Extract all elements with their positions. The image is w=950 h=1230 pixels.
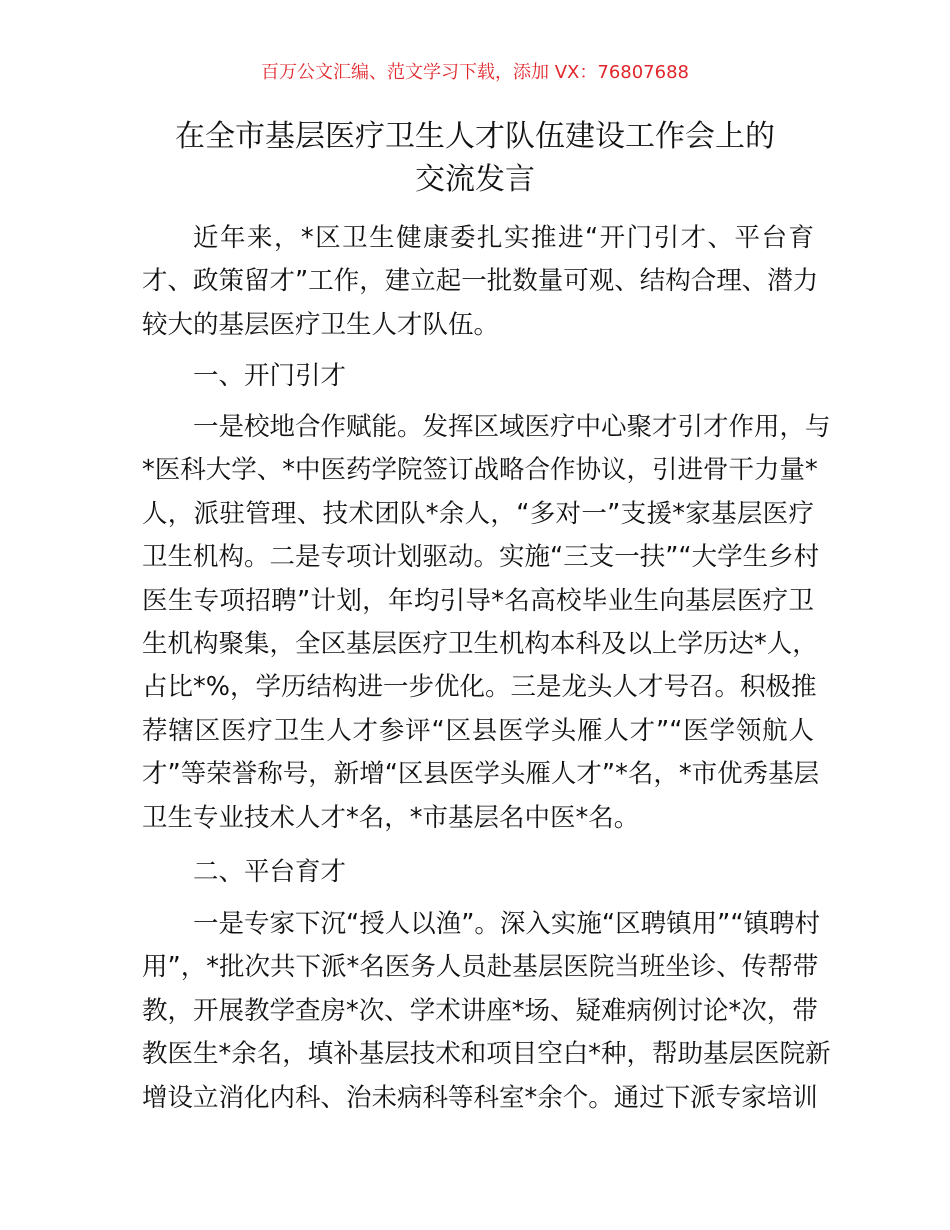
text-line: 荐辖区医疗卫生人才参评“区县医学头雁人才”“医学领航人 bbox=[142, 715, 814, 746]
paragraph-recruit bbox=[142, 406, 831, 840]
text-line: 教，开展教学查房*次、学术讲座*场、疑难病例讨论*次，带 bbox=[142, 995, 818, 1026]
text-line: 才”等荣誉称号，新增“区县医学头雁人才”*名，*市优秀基层 bbox=[142, 759, 820, 790]
text-line: 一是专家下沉“授人以渔”。深入实施“区聘镇用”“镇聘村 bbox=[193, 909, 821, 939]
text-line: 医生专项招聘”计划，年均引导*名高校毕业生向基层医疗卫 bbox=[142, 585, 814, 616]
heading-text: 二、平台育才 bbox=[193, 857, 347, 887]
text-line: 生机构聚集，全区基层医疗卫生机构本科及以上学历达*人， bbox=[142, 628, 818, 659]
paragraph-platform bbox=[142, 903, 831, 1120]
section-heading-2 bbox=[142, 851, 814, 894]
title-line: 交流发言 bbox=[415, 162, 535, 197]
text-line: 一是校地合作赋能。发挥区域医疗中心聚才引才作用，与 bbox=[193, 412, 831, 442]
watermark-banner: 百万公文汇编、范文学习下载，添加 VX：76807688 bbox=[261, 62, 689, 83]
heading-text: 一、开门引才 bbox=[193, 361, 347, 391]
title-line: 在全市基层医疗卫生人才队伍建设工作会上的 bbox=[175, 119, 775, 154]
text-line: 教医生*余名，填补基层技术和项目空白*种，帮助基层医院新 bbox=[142, 1039, 831, 1070]
text-line: *医科大学、*中医药学院签订战略合作协议，引进骨干力量* bbox=[142, 455, 818, 486]
text-line: 卫生机构。二是专项计划驱动。实施“三支一扶”“大学生乡村 bbox=[142, 542, 820, 573]
text-line: 人，派驻管理、技术团队*余人，“多对一”支援*家基层医疗 bbox=[142, 498, 814, 529]
text-line: 增设立消化内科、治未病科等科室*余个。通过下派专家培训 bbox=[142, 1082, 818, 1113]
section-heading-1 bbox=[142, 355, 814, 398]
text-line: 占比*%，学历结构进一步优化。三是龙头人才号召。积极推 bbox=[142, 672, 817, 703]
text-line: 较大的基层医疗卫生人才队伍。 bbox=[142, 309, 500, 340]
paragraph-intro bbox=[142, 217, 819, 347]
text-line: 近年来，*区卫生健康委扎实推进“开门引才、平台育 bbox=[193, 223, 814, 253]
document-title bbox=[0, 115, 950, 201]
text-line: 卫生专业技术人才*名，*市基层名中医*名。 bbox=[142, 802, 640, 833]
text-line: 才、政策留才”工作，建立起一批数量可观、结构合理、潜力 bbox=[142, 266, 819, 297]
text-line: 用”，*批次共下派*名医务人员赴基层医院当班坐诊、传帮带 bbox=[142, 952, 819, 983]
